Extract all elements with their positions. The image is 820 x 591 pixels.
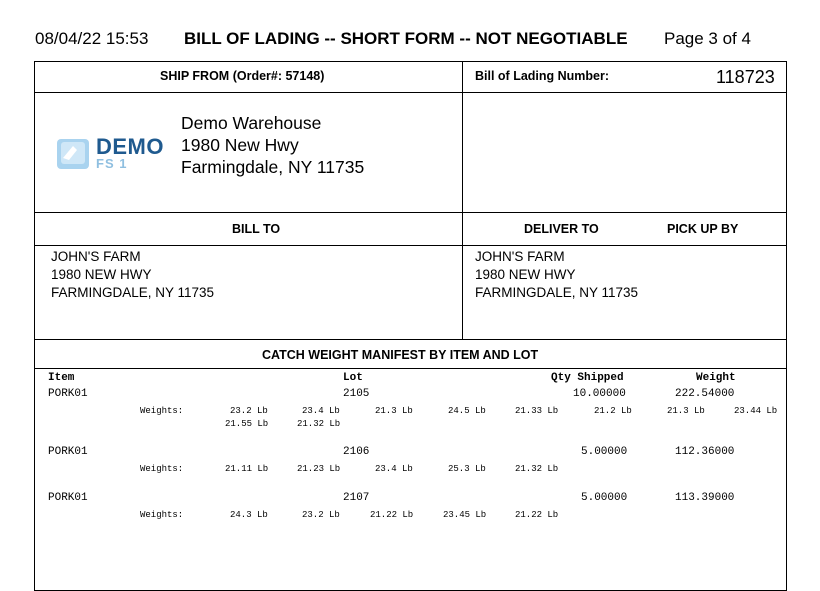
address-line: JOHN'S FARM [51,249,141,264]
column-header-item: Item [48,372,75,384]
bill-to-address [51,248,214,302]
address-line: 1980 New Hwy [181,135,299,155]
weights-label: Weights: [140,464,184,474]
manifest-title: CATCH WEIGHT MANIFEST BY ITEM AND LOT [262,348,539,362]
row-item: PORK01 [48,446,88,458]
row-item: PORK01 [48,492,88,504]
weight-value: 21.22 Lb [515,510,559,520]
document-title: BILL OF LADING -- SHORT FORM -- NOT NEGOTIABLE [184,29,628,48]
weight-value: 21.3 Lb [375,406,413,416]
row-qty: 10.00000 [573,388,626,400]
bol-number-label: Bill of Lading Number: [475,69,610,83]
weight-value: 21.3 Lb [667,406,705,416]
row-weight: 112.36000 [675,446,735,458]
weight-value: 21.32 Lb [297,419,341,429]
weight-value: 21.55 Lb [225,419,269,429]
weight-value: 21.22 Lb [370,510,414,520]
divider-line [34,92,787,93]
bill-to-label: BILL TO [232,222,281,236]
company-logo-icon [55,136,95,172]
weight-value: 23.4 Lb [375,464,413,474]
address-line: Farmingdale, NY 11735 [181,157,365,177]
weight-value: 21.33 Lb [515,406,559,416]
row-weight: 113.39000 [675,492,735,504]
weight-value: 25.3 Lb [448,464,486,474]
address-line: JOHN'S FARM [475,249,565,264]
logo-subtext: FS 1 [96,156,128,171]
weight-value: 21.32 Lb [515,464,559,474]
address-line: FARMINGDALE, NY 11735 [475,285,639,300]
page-number: Page 3 of 4 [664,29,751,48]
weight-value: 23.44 Lb [734,406,778,416]
divider-line [34,339,787,340]
row-lot: 2105 [343,388,370,400]
column-header-weight: Weight [696,372,736,384]
divider-line [34,245,787,246]
column-header-lot: Lot [343,372,363,384]
weight-value: 21.2 Lb [594,406,632,416]
weight-value: 24.5 Lb [448,406,486,416]
column-divider [462,61,463,340]
pick-up-by-label: PICK UP BY [667,222,739,236]
column-header-qty-shipped: Qty Shipped [551,372,624,384]
weights-label: Weights: [140,510,184,520]
weight-value: 24.3 Lb [230,510,268,520]
row-qty: 5.00000 [581,446,628,458]
weight-value: 23.4 Lb [302,406,340,416]
weights-label: Weights: [140,406,184,416]
row-lot: 2106 [343,446,370,458]
address-line: 1980 NEW HWY [475,267,576,282]
deliver-to-address [475,248,638,302]
weight-value: 21.11 Lb [225,464,269,474]
divider-line [34,368,787,369]
address-line: 1980 NEW HWY [51,267,152,282]
weight-value: 23.45 Lb [443,510,487,520]
weight-value: 21.23 Lb [297,464,341,474]
row-item: PORK01 [48,388,88,400]
address-line: FARMINGDALE, NY 11735 [51,285,215,300]
weight-value: 23.2 Lb [302,510,340,520]
deliver-to-label: DELIVER TO [524,222,599,236]
warehouse-address [181,112,364,178]
bol-number: 118723 [716,67,775,87]
address-line: Demo Warehouse [181,113,322,133]
row-weight: 222.54000 [675,388,735,400]
print-datetime: 08/04/22 15:53 [35,29,149,48]
row-lot: 2107 [343,492,370,504]
weight-value: 23.2 Lb [230,406,268,416]
logo-text: DEMO [96,134,164,159]
ship-from-label: SHIP FROM (Order#: 57148) [160,69,325,83]
row-qty: 5.00000 [581,492,628,504]
divider-line [34,212,787,213]
